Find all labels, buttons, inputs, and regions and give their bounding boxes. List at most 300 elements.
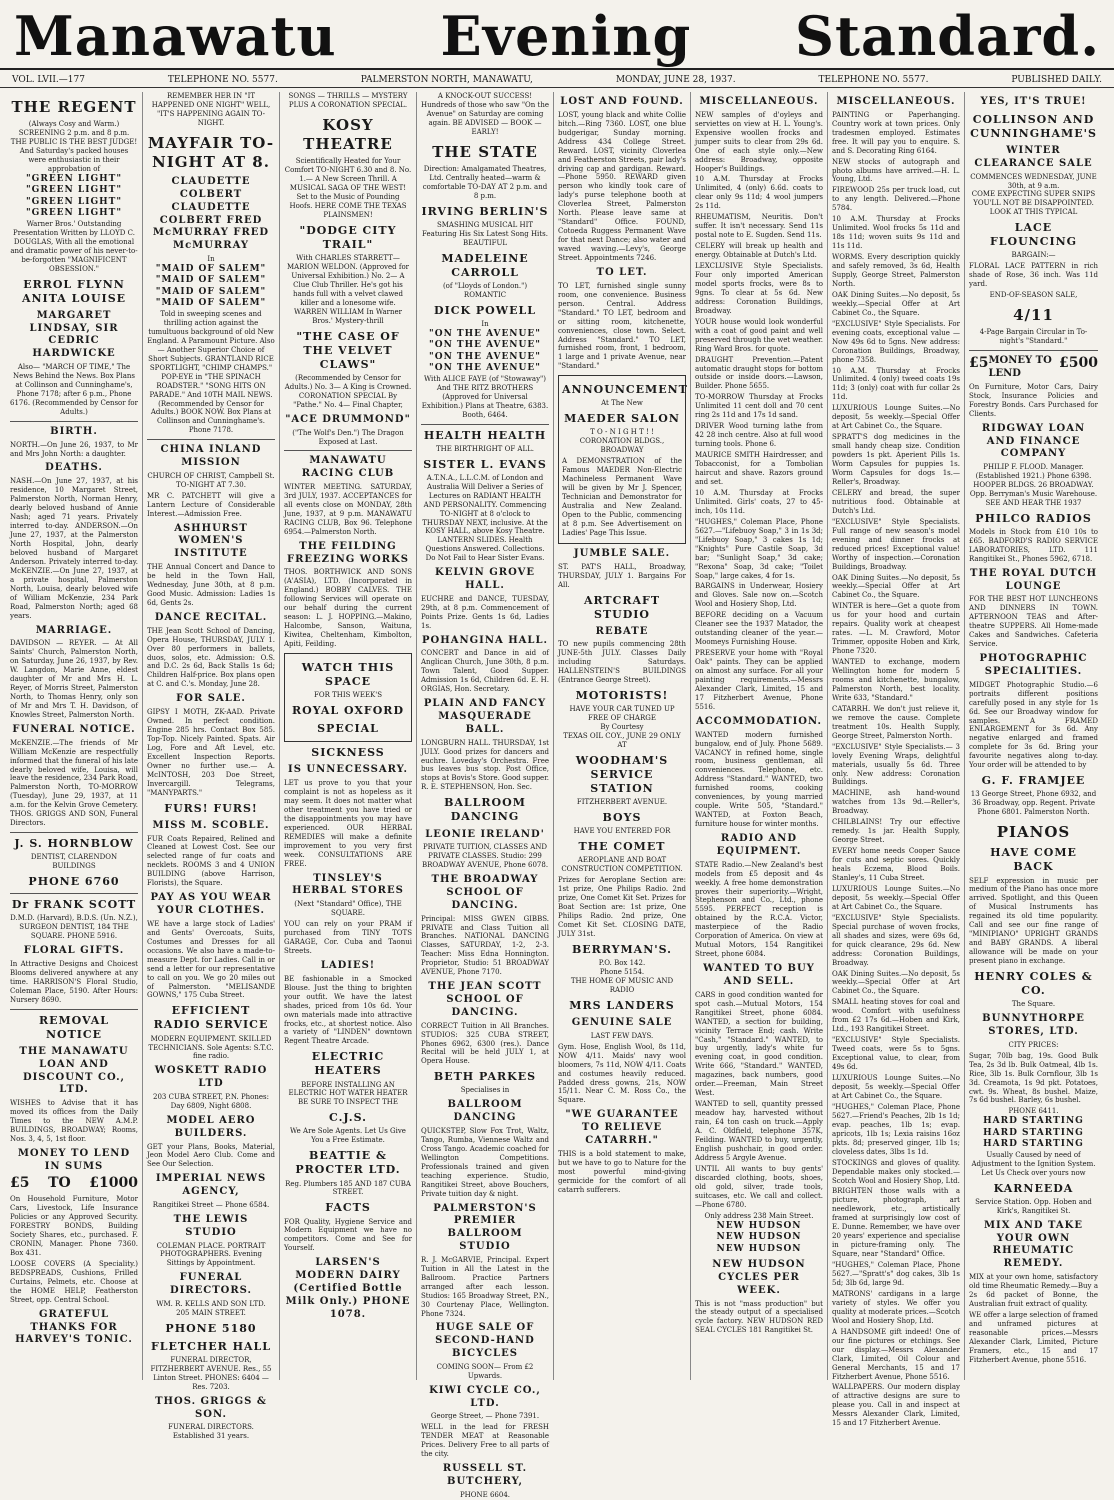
butchery-heading: RUSSELL ST. BUTCHERY, [442, 1463, 528, 1487]
divider [10, 1009, 138, 1010]
misc-item: LUXURIOUS Lounge Suites.—No deposit, 5s weekly.—Special Offer at Art Cabinet Co., the Square. [832, 884, 960, 911]
landers-text: Gym. Hose, English Wool, 8s 11d, NOW 4/11. Maids' navy wool bloomers, 7s 11d, NOW 4/11. Coats and costumes heavily reduced. Padded dress gowns, 21s, NOW 15/11. Near C. M. Ross Co., the Square. [558, 1042, 686, 1105]
wanted-text: CARS in good condition wanted for spot cash.—Mutual Motors, 154 Rangitikei Street, phone 6084. WANTED, a section for building, vicinity Terrace End; cash. Write "Cash," "Standard." WANTED, to buy urgently, lady's white fur evening coat, in good condition. Write 666, "Standard." WANTED, magazines, back numbers, good order.—Freeman, Main Street West. [695, 990, 823, 1098]
health-sub: THE BIRTHRIGHT OF ALL. [436, 444, 534, 453]
artcraft-rebate: REBATE [595, 625, 649, 637]
electric-heading: ELECTRIC HEATERS [311, 1050, 385, 1078]
on-the-avenue-4: "ON THE AVENUE" [429, 363, 541, 374]
pictures-text: WE offer a large selection of framed and unframed pictures at reasonable prices.—Messrs Alexander Clark, Limited, Picture Framers, etc., 15 and 17 Fitzherbert Avenue, phone 5516. [969, 1310, 1098, 1364]
dick-powell: DICK POWELL [434, 303, 536, 317]
pay-text: WE have a large stock of Ladies' and Gents' Overcoats, Suits, Costumes and Dresses for all occasions. We also have a made-to-measure Dept. for Ladies. Call in or send a letter for our representative to call on you. We go 20 miles out of Palmerston. "MELISANDE GOWNS," 175 Cuba Street. [147, 919, 275, 1000]
ridgway-text: PHILIP F. FLOOD. Manager. (Established 1921.) Phone 6398. HOOPER BLDGS. 26 BROADWAY. Opp. Berryman's Music Warehouse. [969, 463, 1098, 498]
state-in: In [481, 319, 489, 328]
fletcher-text: FUNERAL DIRECTOR, FITZHERBERT AVENUE. Res., 55 Linton Street. PHONES: 6404 — Res. 7203. [150, 1356, 272, 1391]
hard-starting-2: HARD STARTING [983, 1127, 1084, 1138]
misc-item: "EXCLUSIVE" Style Specialists. Tweed coats, were 5s to 5gns. Exceptional value, to clear, from 49s 6d. [832, 1036, 960, 1072]
end-season: END-OF-SEASON SALE, [989, 291, 1078, 300]
catarrh-heading: "WE GUARANTEE TO RELIEVE CATARRH." [565, 1109, 679, 1146]
money-text: On Furniture, Motor Cars, Dairy Stock, Insurance Policies and Forestry Bonds. Cars Purchased for Clients. [969, 382, 1098, 418]
coles-address: The Square. [1011, 1000, 1056, 1009]
floral-text: In Attractive Designs and Choicest Blooms delivered anywhere at any time. HARRISON'S Floral Studio, Coleman Place, 5190. After Hours: Nursery 8690. [10, 960, 138, 1004]
state-heading: THE STATE [432, 142, 538, 161]
mayfair-stars: CLAUDETTE COLBERT CLAUDETTE COLBERT FRED McMURRAY FRED McMURRAY [152, 176, 270, 252]
column-2 [143, 92, 280, 1441]
on-the-avenue-2: "ON THE AVENUE" [429, 340, 541, 351]
announcement-place: CORONATION BLDGS., BROADWAY [579, 437, 665, 455]
masthead-word-3: Standard. [795, 4, 1100, 68]
scott-name: Dr FRANK SCOTT [11, 898, 137, 912]
ballroom-heading: BALLROOM DANCING [444, 796, 526, 824]
misc-item: WANTED to exchange, modern Wellington home for modern 5 rooms and kitchenette, bungalow, Palmerston North, best locality. Write 633, "Standard." [832, 658, 960, 702]
kells-address: 205 MAIN STREET. [176, 1308, 246, 1317]
column-7 [828, 92, 965, 1428]
removal-heading: REMOVAL NOTICE [38, 1013, 110, 1041]
new-hudson-2: NEW HUDSON [716, 1232, 802, 1243]
green-light-2: "GREEN LIGHT" [25, 185, 123, 196]
loose-covers-text: LOOSE COVERS (A Speciality.) BEDSPREADS, Cushions, Frilled Curtains, Pelmets, etc. Choose at the HOME HELP, Featherston Street, opp. Central School. [10, 1260, 138, 1304]
imperial-text: Rangitikei Street — Phone 6584. [152, 1200, 270, 1209]
marriage-heading: MARRIAGE. [35, 624, 113, 636]
bicycles-text: COMING SOON— From £2 Upwards. [436, 1362, 534, 1380]
masthead [0, 4, 1114, 70]
preserve-text: PRESERVE your home with "Royal Oak" paints. They can be applied on almost any surface. For all your painting requirements.—Messrs Alexander Clark, Limited, 15 and 17 Fitzherbert Avenue, Phone 5516. [695, 649, 823, 711]
china-heading: CHINA INLAND MISSION [160, 444, 262, 469]
catarrh-text: THIS is a bold statement to make, but we have to go to Nature for the most powerful mind-giving germicide for the comfort of all catarrh sufferers. [558, 1149, 686, 1194]
pianos-heading: PIANOS [996, 823, 1071, 842]
matrons-text: MATRONS' cardigans in a large variety of styles. We offer you quality at moderate prices.—Scotch Wool and Hosiery Shop, Ltd. [832, 1289, 960, 1325]
misc-item: "HUGHES," Coleman Place, Phone 5627.—Friend's Peaches, 2lb 1s 1d; evap. peaches, 1lb 1s; evap. apricots, 1lb 1s; Lexia raisins 16oz pkts. 8d; preserved ginger, 1lb 1s; cloveless dates, 3lbs 1s 1d. [832, 1102, 960, 1156]
pay-heading: PAY AS YOU WEAR YOUR CLOTHES. [150, 892, 272, 917]
model-heading: MODEL AERO BUILDERS. [166, 1114, 256, 1139]
ashhurst-heading: ASHHURST WOMEN'S INSTITUTE [174, 522, 248, 560]
column-1 [6, 92, 143, 1380]
broadway-text: Principal: MISS GWEN GIBBS. PRIVATE and Class Tuition all Branches. NATIONAL DANCING Classes, SATURDAY, 1-2, 2-3. Teacher: Miss Edna Honnington. Proprietor, Studio: 51 BROADWAY AVENUE, Phone 7170. [421, 914, 549, 977]
lace-text: FLORAL LACE PATTERN in rich shade of Rose, 36 inch. Was 11d yard. [969, 262, 1098, 289]
columns [6, 92, 1108, 1499]
announcement-heading: ANNOUNCEMENT [562, 383, 688, 397]
griggs-heading: THOS. GRIGGS & SON. [155, 1395, 267, 1420]
published: PUBLISHED DAILY. [1011, 74, 1102, 85]
regent-costars: MARGARET LINDSAY, SIR CEDRIC HARDWICKE [29, 309, 119, 360]
landers-heading: MRS LANDERS [569, 998, 675, 1012]
hornblow-address: DENTIST, CLARENDON BUILDINGS [30, 853, 118, 871]
racing-heading: MANAWATU RACING CLUB [301, 455, 395, 480]
funeral-text: McKENZIE.—The friends of Mr William McKenzie are respectfully informed that the funeral of his late dearly beloved wife, Louisa, will leave the residence, 234 Park Road, Palmerston North, TO-MORROW (Tuesday), June 29, 1937, at 11 a.m. for the Kelvin Grove Cemetery. THOS. GRIGGS AND SON, Funeral Directors. [10, 738, 138, 828]
misc-item: CHILBLAINS! Try our effective remedy. 1s jar. Health Supply, George Street. [832, 818, 960, 845]
wallpapers-text: WALLPAPERS. Our modern display of attractive designs are sure to please you. Call in and inspect at Messrs Alexander Clark, Limited, 15 and 17 Fitzherbert Avenue. [832, 1383, 960, 1428]
fletcher-heading: FLETCHER HALL [150, 1339, 271, 1353]
bunnythorpe-sub: CITY PRICES: [1008, 1040, 1059, 1049]
misc-item: RHEUMATISM, Neuritis. Don't suffer. It isn't necessary. Send 11s postal note to E. Sugden. Send 11s. [695, 213, 823, 240]
hard-starting-text: Usually Caused by need of Adjustment to the Ignition System. Let Us Check over yours now [971, 1150, 1096, 1177]
misc-item: SMALL heating stoves for coal and wood. Comfort with usefulness from £2 17s 6d.—Hoben and Kirk, Ltd., 193 Rangitikei Street. [832, 998, 960, 1034]
lost-found-text: LOST, young black and white Collie bitch.—Ring 7360. LOST, one blue budgerigar, Sunday morning. Address 434 College Street. Reward. LOST, vicinity Cloverlea and Featherston Streets, pair lady's driving cap and gardigan. Reward.—Phone 5950. REWARD given person who kindly took care of lady's purse telephone booth at Cloverlea Street, Palmerston North. Please leave same at "Standard" Office. FOUND, Cotoeda Ruggess Permanent Wave for that next Dance; also water and waved waving.—Levy's, George Street. Appointments 7246. [558, 110, 686, 263]
patchett-text: MR C. PATCHETT will give a Lantern Lecture of Considerable Interest.—Admission Free. [147, 491, 275, 518]
misc-item: NEW samples of d'oyleys and serviettes on view at H. L. Young's. Expensive woollen frocks and jumper suits to clear from 29s 6d. One of each style only.—New address: Broadway, opposite Hooper's Buildings. [695, 110, 823, 173]
misc-item: "EXCLUSIVE" Style Specialists.— 3 lovely Evening Wraps, delightful materials, usually 5s 6d. Three only. New address: Coronation Buildings. [832, 742, 960, 787]
wanted-text-2: WANTED to sell, quantity pressed meadow hay, harvested without rain, £4 ton cash on truck.—Apply A. C. Oldfield, telephone 357K, Feilding. WANTED to buy, urgently, English pushchair, in good order. Address 5 Argyle Avenue. [695, 1100, 823, 1162]
comet-sub: AEROPLANE AND BOAT CONSTRUCTION COMPETITION. [561, 856, 683, 874]
marriage-text: DAVIDSON — REYER. — At All Saints' Church, Palmerston North, on Saturday, June 26, 1937, by Rev. W. Langdon, Marie Anne, eldest daughter of Mr and Mrs H. L. Reyer, of Morris Street, Palmerston North, to Thomas Henry, only son of Mr and Mrs T. H. Davidson, of Knowles Street, Palmerston North. [10, 639, 138, 719]
irving-berlin: IRVING BERLIN'S [421, 204, 549, 218]
pianos-sub: HAVE COME BACK [990, 846, 1077, 874]
green-light-1: "GREEN LIGHT" [25, 173, 123, 184]
regent-heading: THE REGENT [11, 98, 137, 116]
date: MONDAY, JUNE 28, 1937. [615, 74, 736, 85]
volume: VOL. LVII.—177 [12, 74, 85, 85]
misc-heading: MISCELLANEOUS. [699, 96, 819, 107]
state-text-3: (of "Lloyds of London.") ROMANTIC [442, 281, 528, 299]
jean-scott-text: CORRECT Tuition in All Branches. STUDIOS: 325 CUBA STREET, Phones 6962, 6300 (res.). Dance Recital will be held JULY 1, at Opera House. [421, 1021, 549, 1066]
ace-drummond-title: "ACE DRUMMOND" [285, 413, 411, 425]
kosy-heading: KOSY THEATRE [303, 115, 393, 154]
maid-of-salem-2: "MAID OF SALEM" [155, 275, 267, 286]
announcement-at: At The New [601, 399, 643, 408]
beattie-heading: BEATTIE & PROCTER LTD. [295, 1149, 401, 1177]
sister-evans: SISTER L. EVANS [423, 457, 547, 471]
karneeda-text: Service Station. Opp. Hoben and Kirk's, Rangitikei St. [975, 1197, 1092, 1215]
boys-heading: BOYS [602, 811, 642, 825]
column-8 [965, 92, 1102, 1380]
column-3 [280, 92, 417, 1380]
deaths-heading: DEATHS. [45, 462, 103, 474]
place: PALMERSTON NORTH, MANAWATU, [360, 74, 533, 85]
regent-text: (Always Cosy and Warm.) SCREENING 2 p.m. and 8 p.m. THE PUBLIC IS THE BEST JUDGE! And Saturday's packed houses were enthusiastic in their approbation of [10, 120, 138, 173]
larsen-heading: LARSEN'S MODERN DAIRY (Certified Bottle Milk Only.) PHONE 1078. [285, 1257, 411, 1320]
broadway-heading: THE BROADWAY SCHOOL OF DANCING. [431, 874, 539, 911]
on-the-avenue-1: "ON THE AVENUE" [429, 328, 541, 339]
regent-text-3: Also— "MARCH OF TIME," The News Behind the News. Box Plans at Collinson and Cunninghame's, Phone 7178; after 6 p.m., Phone 6176. (Recommended by Censor for Adults.) [10, 363, 138, 416]
maid-of-salem-1: "MAID OF SALEM" [155, 263, 267, 274]
misc-item: FIREWOOD 25s per truck load, cut to any length. Delivered.—Phone 5784. [832, 186, 960, 213]
karneeda-heading: KARNEEDA [993, 1181, 1074, 1195]
misc-item: 10 A.M. Thursday at Frocks Unlimited, 4 (only) 6.6d. coats to clear only 9s 11d; 4 wool jumpers 2s 11d. [695, 175, 823, 211]
motorists-3: By Courtesy [600, 723, 644, 732]
removal-company: THE MANAWATU LOAN AND DISCOUNT CO., LTD. [19, 1045, 129, 1096]
philco-heading: PHILCO RADIOS [975, 511, 1092, 525]
bunnythorpe-prices: Sugar, 70lb bag, 19s. Good Bulk Tea, 2s 3d lb. Bulk Oatmeal, 4lb 1s. Rice, 3lb 1s. Bulk Cornflour, 3lb 1s 3d. Creamota, 1s 9d pkt. Potatoes, cwt. 9s. Wheat, 8s bushel. Maize, 7s 6d bushel. Barley, 6s bushel. [969, 1051, 1098, 1105]
money-heading: MONEY TO LEND [988, 355, 1052, 380]
bunnythorpe-heading: BUNNYTHORPE STORES, LTD. [982, 1013, 1085, 1037]
misc-item: SPRATT'S dog medicines in the small handy cheap size. Condition powders 1s pkt. Aperient Pills 1s. Worm Capsules for puppies 1s. Worm Capsules for dogs 1s.—Reller's, Broadway. [832, 433, 960, 486]
stockings-text: STOCKINGS and gloves of quality. Dependable makes only stocked.—Scotch Wool and Hosiery Shop, Ltd. [832, 1158, 960, 1185]
hughes-text: "HUGHES," Coleman Place, Phone 5627.—"Spratt's" dog cakes, 3lb 1s 5d; 3lb 6d, large 9d. [832, 1261, 960, 1287]
announcement-text: A DEMONSTRATION of the Famous MAEDER Non-Electric Machineless Permanent Wave will be given by Mr J. Spencer, Technician and Demonstrator for Australia and New Zealand. Open to the Public, commencing at 8 p.m. See Advertisement on Ladies' Page This Issue. [562, 457, 682, 537]
maeder-salon: MAEDER SALON [564, 412, 680, 426]
money-max: £500 [1059, 355, 1098, 372]
beattie-text: Reg. Plumbers 185 AND 187 CUBA STREET. [285, 1179, 411, 1197]
green-light-4: "GREEN LIGHT" [25, 208, 123, 219]
motorists-4: TEXAS OIL COY., JUNE 29 ONLY [563, 732, 681, 741]
hornblow-phone: PHONE 6760 [28, 875, 120, 889]
funeral-directors-heading: FUNERAL DIRECTORS. [169, 1272, 253, 1297]
misc-item: WORMS. Every description quickly and safely removed, 3s 6d, Health Supply, George Street, Palmerston North. [832, 253, 960, 288]
clearance-tagline: COME EXPECTING SUPER SNIPS YOU'LL NOT BE DISAPPOINTED. [971, 190, 1096, 208]
column-5 [554, 92, 691, 1380]
photographic-text: MIDGET Photographic Studio.—6 portraits different positions carefully posed in any style for 1s 6d. See our Broadway window for samples. A FRAMED ENLARGEMENT for 3s 6d. Any negative enlarged and framed complete for 3s 6d. Bring your favourite negatives along to-day. Your order will be attended to by [969, 680, 1098, 770]
imperial-heading: IMPERIAL NEWS AGENCY, [155, 1173, 267, 1198]
column-4 [417, 92, 554, 1499]
kosy-text-4: ("The Wolf's Den.") The Dragon Exposed at Last. [292, 428, 404, 446]
funeral-heading: FUNERAL NOTICE. [12, 723, 136, 735]
royal-oxford: ROYAL OXFORD [292, 704, 404, 718]
telephone: TELEPHONE NO. 5577. [167, 74, 278, 85]
electric-text-2: We Are Sole Agents. Let Us Give You a Free Estimate. [290, 1127, 406, 1145]
floral-heading: FLORAL GIFTS. [23, 945, 125, 957]
misc-item: YOUR house would look wonderful with a coat of good paint and well preserved through the wet weather. Ring Ward Bros. for quote. [695, 317, 823, 353]
jumble-heading: JUMBLE SALE. [573, 547, 671, 559]
new-hudson-1: NEW HUDSON [716, 1220, 802, 1231]
royal-dutch-heading: THE ROYAL DUTCH LOUNGE [969, 567, 1098, 592]
sickness-sub: IS UNNECESSARY. [288, 764, 408, 776]
mayfair-intro: REMEMBER HER IN "IT HAPPENED ONE NIGHT" WELL, "IT'S HAPPENING AGAIN TO-NIGHT. [151, 92, 271, 127]
framjee-text: 13 George Street, Phone 6932, and 36 Broadway, opp. Regent. Private Phone 6801. Palmerston North. [970, 790, 1097, 817]
divider [10, 832, 138, 833]
watch-week: FOR THIS WEEK'S [313, 691, 382, 700]
sale-text: GIPSY I MOTH, ZK-AAD. Private Owned. In perfect condition. Engine 285 hrs. Contact Box 585. Top-Top. Nicely Painted. Spats. Air Log, Fore and Aft Level, etc. Excellent Inspection Reports. Owner no further use.— A. McINTOSH, 203 Doe Street, Invercargill. Telegrams, "MANYPARTS." [147, 708, 275, 797]
berryman-phone: Phone 5154. [599, 968, 645, 976]
ladies-text: BE fashionable in a Smocked Blouse. Just the thing to brighten your outfit. We have the latest shades, priced from 10s 6d. Your own materials made into attractive frocks, etc., at shortest notice. Also a variety of "LINDEN" downtown Regent Theatre Arcade. [284, 974, 412, 1046]
beth-sub: Specialises in [460, 1086, 510, 1095]
misc-item: CELERY and bread, the super nutritious food. Obtainable at Dutch's Ltd. [832, 488, 960, 515]
telephone-2: TELEPHONE NO. 5577. [818, 74, 929, 85]
madeleine-carroll: MADELEINE CARROLL [441, 251, 529, 279]
divider [421, 424, 549, 425]
health-text: A.T.N.A., L.L.C.M. of London and Australia Will Deliver a Series of Lectures on RADIANT HEALTH AND PERSONALITY. Commencing TO-NIGHT at 8 o'clock to THURSDAY NEXT, inclusive. At the KOSY HALL, above Kosy Theatre. LANTERN SLIDES. Health Questions Answered. Collections. Do Not Fail to Hear Sister Evans. [422, 473, 548, 563]
ladies-heading: LADIES! [320, 959, 376, 971]
berryman-box: P.O. Box 142. [598, 959, 646, 968]
facts-heading: FACTS [325, 1201, 371, 1215]
misc-item: MAURICE SMITH Hairdresser, and Tobacconist, for a Tombolian haircut and shave. Razors ground and set. [695, 451, 823, 486]
misc-item: "EXCLUSIVE" Style Specialists. Full range of new season's model evening and dinner frocks at reduced prices! Exceptional value! Worthy of inspection.—Coronation Buildings, Broadway. [832, 517, 960, 571]
clearance-heading: WINTER CLEARANCE SALE [974, 144, 1093, 169]
sale-heading: FOR SALE. [176, 693, 246, 705]
state-text-4: With ALICE FAYE (of "Stowaway") And THE RITZ BROTHERS (Approved for Universal Exhibition.) Plans at Theatre, 6383. Booth, 6464. [421, 374, 549, 419]
beth-text: QUICKSTEP, Slow Fox Trot, Waltz, Tango, Rumba, Viennese Waltz and Cross Tango. Academic coached for Wellington Competitions. Professionals trained and given teaching experience. Studio, Rangitikei Street, above Bouchers, Private tuition day & night. [421, 1127, 549, 1198]
lewis-heading: THE LEWIS STUDIO [173, 1213, 249, 1238]
lend-heading: MONEY TO LEND IN SUMS [17, 1147, 131, 1172]
racing-text: WINTER MEETING. SATURDAY, 3rd JULY, 1937. ACCEPTANCES for all events close on MONDAY, 28th June, 1937, at 9 p.m. MANAWATU RACING CLUB, Box 96. Telephone 6954.—Palmerston North. [284, 483, 412, 536]
clearance-date: COMMENCES WEDNESDAY, JUNE 30th, at 9 a.m. [970, 172, 1097, 190]
comet-heading: THE COMET [578, 840, 666, 854]
births-heading: BIRTH. [50, 425, 98, 437]
philco-text: Models in Stock from £10 10s to £65. BADFORD'S RADIO SERVICE LABORATORIES, LTD. 111 Rangitikei St., Phones 5962, 6718. [969, 527, 1098, 563]
radio-text: MODERN EQUIPMENT. SKILLED TECHNICIANS. Sole Agents: S.T.C. fine radio. [148, 1034, 274, 1061]
comet-text: Prizes for Aeroplane Section are: 1st prize, One Philips Radio. 2nd prize, One Comet Kit Set. Prizes for Boat Section are: 1st prize, One Philips Radio. 2nd prize, One Comet Kit Set. CLOSING DATE, JULY 31st. [558, 876, 686, 939]
misc-item: 10 A.M. Thursday at Frocks Unlimited. Girls' coats, 27 to 45-inch, 10s 11d. [695, 488, 823, 515]
divider [284, 450, 412, 451]
ballroom-name: LEONIE IRELAND' [425, 828, 545, 840]
to-let-text: TO LET, furnished single sunny room, one convenience. Business person. Central. Address "Standard." TO LET, bedroom and or sitting room, kitchenette, conveniences, close town. Select. Address "Standard." TO LET, furnished room, front, 1 bedroom, 1 large and 1 private Avenue, near "Standard." [558, 281, 686, 371]
artcraft-text: TO new pupils commencing 28th JUNE-5th JULY. Classes Daily including Saturdays. HALLENSTEIN'S BUILDINGS (Entrance George Street). [558, 640, 686, 685]
new-hudson-text: This is not "mass production" but the steady output of a specialised cycle factory. NEW HUDSON RED SEAL CYCLES 181 Rangitikei St. [695, 1299, 823, 1335]
misc-item: OAK Dining Suites.—No deposit, 5s weekly.—Special Offer at Art Cabinet Co., the Square. [832, 969, 960, 996]
woodham-heading: WOODHAM'S SERVICE STATION [575, 754, 669, 796]
kells-name: WM. R. KELLS AND SON LTD. [156, 1299, 266, 1308]
misc-item: OAK Dining Suites.—No deposit, 5s weekly.—Special Offer at Art Cabinet Co., the Square. [832, 573, 960, 600]
coles-heading: HENRY COLES & CO. [974, 970, 1093, 998]
kiwi-heading: KIWI CYCLE CO., LTD. [429, 1384, 541, 1409]
mix-heading: MIX AND TAKE YOUR OWN RHEUMATIC REMEDY. [983, 1219, 1083, 1270]
misc-item: CATARRH. We don't just relieve it, we remove the cause. Complete treatment 10s. Health Supply, George Street, Palmerston North. [832, 704, 960, 740]
hard-starting-1: HARD STARTING [983, 1116, 1084, 1127]
misc-item: LUXURIOUS Lounge Suites.—No deposit, 5s weekly.—Special Offer at Art Cabinet Co., the Square. [832, 404, 960, 431]
new-hudson-sub: NEW HUDSON CYCLES PER WEEK. [712, 1259, 806, 1296]
boys-sub: HAVE YOU ENTERED FOR [573, 827, 671, 836]
pram-text: YOU can rely on your PRAM if purchased from TINY TOTS GARAGE, Cor. Cuba and Taonui Streets. [284, 920, 412, 955]
regent-stars: ERROL FLYNN ANITA LOUISE [21, 277, 127, 305]
feilding-heading: THE FEILDING FREEZING WORKS [287, 540, 409, 565]
divider [147, 439, 275, 440]
motorists-heading: MOTORISTS! [575, 689, 669, 703]
misc-item: LEXCLUSIVE Style Specialists. Four only imported American model sports frocks, were 8s to 9gns. To clear at 5s 6d. New address: Coronation Buildings, Broadway. [695, 262, 823, 315]
lend-min: £5 [10, 1175, 30, 1192]
folio-line [0, 72, 1114, 88]
hornblow-name: J. S. HORNBLOW [14, 837, 134, 851]
accommodation-heading: ACCOMMODATION. [696, 715, 822, 727]
pohangina-text: CONCERT and Dance in aid of Anglican Church, June 30th, 8 p.m. Town Talent, Good Supper. Admission 1s 6d, Children 6d. E. H. ORGIAS, Hon. Secretary. [421, 649, 549, 694]
meat-text: WELL in the lead for FRESH TENDER MEAT at Reasonable Prices. Delivery Free to all parts of the city. [421, 1423, 549, 1459]
divider [969, 350, 1098, 351]
until-address: Only address 238 Main Street. [704, 1211, 814, 1220]
vacuum-text: BEFORE deciding on a Vacuum Cleaner see the 1937 Matador, the outstanding cleaner of the year.— Moomeys Furnishing House. [695, 611, 823, 647]
divider [10, 421, 138, 422]
scoble-heading: MISS M. SCOBLE. [152, 819, 270, 831]
misc-item: MACHINE, ash hand-wound watches from 13s 9d.—Reller's, Broadway. [832, 789, 960, 816]
misc-item: EVERY home needs Cooper Sauce for cuts and septic sores. Quickly heals Eczema, Blood Boils. Stanley's, 11 Cuba Street. [832, 847, 960, 882]
masquerade-text: LONGBURN HALL. THURSDAY, 1st JULY. Good prizes for dancers and euchre. Loveday's Orchestra. Free bus leaves bus stop. Post Office, stops at Bovis's Store. Good supper. R. E. STEPHENSON, Hon. Sec. [421, 738, 549, 792]
bargains-text: BARGAINS in Underwear, Hosiery and Gloves. Sale now on.—Scotch Wool and Hosiery Shop, Ltd. [695, 582, 823, 609]
lend-max: £1000 [89, 1175, 138, 1192]
woskett-heading: WOSKETT RADIO LTD [154, 1065, 268, 1090]
handsome-text: A HANDSOME gift indeed! One of our fine pictures or etchings. See our display.—Messrs Alexander Clark, Limited, Oil Colour and General Merchants, 15 and 17 Fitzherbert Avenue, Phone 5516. [832, 1327, 960, 1381]
kelvin-heading: KELVIN GROVE HALL. [435, 567, 535, 592]
ballroom-text: PRIVATE TUITION, CLASSES AND PRIVATE CLASSES. Studio: 299 BROADWAY AVENUE, Phone 6078. [421, 843, 549, 870]
sickness-heading: SICKNESS [311, 746, 385, 760]
money-min: £5 [969, 355, 989, 372]
lend-to: TO [48, 1175, 71, 1192]
radio-equipment-heading: RADIO AND EQUIPMENT. [716, 833, 802, 857]
furs-heading: FURS! FURS! [164, 801, 258, 815]
dodge-city-title: "DODGE CITY TRAIL" [299, 223, 397, 252]
misc-item: CELERY will break up health and energy. Obtainable at Dutch's Ltd. [695, 242, 823, 260]
furs-text: FUR Coats Repaired, Relined and Cleaned at Lowest Cost. See our selected range of fur coats and necklets. ROOMS 3 and 4 UNION BUILDING (above Harrison, Florists), the Square. [147, 834, 275, 888]
jumble-text: ST. PAT'S HALL, Broadway, THURSDAY, JULY 1. Bargains For All. [558, 562, 686, 589]
ashhurst-text: THE Annual Concert and Dance to be held in the Town Hall, Wednesday, June 30th, at 8 p.m. Good Music. Admission: Ladies 1s 6d, Gents 2s. [147, 563, 275, 607]
pianos-text: SELF expression in music per medium of the Piano has once more arrived. Spotlight, and this Queen of Musical Instruments has regained its old time popularity. Call and see our fine range of "MINIPIANO" UPRIGHT GRANDS and BABY GRANDS. A liberal allowance will be made on your present piano in exchange. [969, 876, 1098, 966]
artcraft-heading: ARTCRAFT STUDIO [583, 593, 661, 621]
china-text: CHURCH OF CHRIST, Campbell St. TO-NIGHT AT 7.30. [147, 471, 275, 489]
deaths-text: NASH.—On June 27, 1937, at his residence, 10 Margaret Street, Palmerston North, Norman Henry, dearly beloved husband of Annie Nash; aged 71 years. Privately interred to-day. ANDERSON.—On June 27, 1937, at the Palmerston North Hospital, John, dearly beloved husband of Margaret Anderson. Privately interred to-day. McKENZIE.—On June 27, 1937, at a private hospital, Palmerston North, Louisa, dearly beloved wife of William McKenzie, 234 Park Road, Palmerston North; aged 68 years. [10, 477, 138, 620]
maid-of-salem-3: "MAID OF SALEM" [155, 286, 267, 297]
misc-item: LUXURIOUS Lounge Suites.—No deposit, 5s weekly.—Special Offer at Art Cabinet Co., the Square. [832, 1074, 960, 1100]
regent-text-2: Warner Bros.' Outstanding Presentation Written by LLOYD C. DOUGLAS, With all the emotional and dramatic power of his never-to-be-forgotten "MAGNIFICENT OBSESSION." [10, 219, 138, 273]
accommodation-text: WANTED modern furnished bungalow, end of July. Phone 5689. VACANCY in refined home, single room, business gentleman, all conveniences. Telephone, etc. Address "Standard." WANTED, two furnished rooms, cooking conveniences, by young married couple. Write 505, "Standard." WANTED, at Foxton Beach, furniture house for winter months. [695, 730, 823, 829]
motorists-1: HAVE YOUR CAR TUNED UP [569, 705, 675, 714]
kiwi-text: George Street, — Phone 7391. [430, 1412, 540, 1421]
announcement-box [558, 375, 686, 544]
masthead-word-2: Evening [440, 4, 692, 68]
kells-phone: PHONE 5180 [165, 1321, 257, 1335]
kelvin-text: EUCHRE and DANCE, TUESDAY, 29th, at 8 p.m. Commencement of Points Prize. Gents 1s 6d, Ladies 1s. [421, 594, 549, 630]
velvet-claws-title: "THE CASE OF THE VELVET CLAWS" [296, 329, 400, 371]
misc-item: "EXCLUSIVE" Style Specialists. For evening coats, exceptional value —Now 49s 6d to 5gns. New address: Coronation Buildings, Broadway, phone 7358. [832, 319, 960, 364]
kosy-text-2: With CHARLES STARRETT—MARION WELDON. (Approved for Universal Exhibition.) No. 2— A Clue Club Thriller. He's got his hands full with a velvet clawed killer and a lonesome wife. WARREN WILLIAM In Warner Bros.' Mystery-thrill [286, 254, 410, 325]
kosy-text: Scientifically Heated for Your Comfort TO-NIGHT 6.30 and 8. No. 1.— A New Screen Thrill. A MUSICAL SAGA OF THE WEST! Set to the Music of Pounding Hoofs. HERE COME THE TEXAS PLAINSMEN! [284, 157, 412, 219]
state-text-2: SMASHING MUSICAL HIT Featuring His Six Latest Song Hits. BEAUTIFUL [422, 220, 548, 247]
royal-dutch-text: FOR THE BEST HOT LUNCHEONS AND DINNERS IN TOWN. AFTERNOON TEAS and After-theatre SUPPERS. All Home-made Cakes and Sandwiches. Cafeteria Service. [969, 595, 1098, 649]
misc-item: "HUGHES," Coleman Place, Phone 5627.—"Lifebuoy Soap," 3 in 1s 3d; "Lifebuoy Soap," 3 cakes 1s 1d; "Knights" Pure Castile Soap, 3d bar; "Sunlight Soap," 3d cake; "Rexona" Soap, 3d cake; "Toilet Soap," large cakes, 4 for 1s. [695, 517, 823, 580]
state-text: Direction: Amalgamated Theatres, Ltd. Centrally heated—warm & comfortable TO-DAY AT 2 p.m. and 8 p.m. [422, 164, 548, 200]
misc-item: PAINTING or Paperhanging. Country work at town prices. Only tradesmen employed. Estimates free. It will pay you to enquire. S. and S. Decorating Ring 6164. [832, 110, 960, 155]
misc-heading-2: MISCELLANEOUS. [836, 96, 956, 107]
cjs-heading: C.J.S. [329, 1111, 367, 1125]
money-range [969, 355, 1098, 381]
misc-item: NEW stocks of autograph and photo albums have arrived.—H. L. Young, Ltd. [832, 157, 960, 184]
look-text: LOOK AT THIS TYPICAL [989, 208, 1078, 217]
watch-box [284, 653, 412, 742]
facts-text: FOR Quality, Hygiene Service and Modern Equipment we have no competitors. Come and See for Yourself. [284, 1217, 412, 1253]
state-intro: A KNOCK-OUT SUCCESS! Hundreds of those who saw "On the Avenue" on Saturday are coming again. BE ADVISED — BOOK — EARLY! [421, 92, 549, 136]
mix-text: MIX at your own home, satisfactory old time Rheumatic Remedy.—Buy a 2s 6d packet of Bonne, the Australian fruit extract of quality. [969, 1272, 1098, 1308]
tinsley-text: (Next "Standard" Office), THE SQUARE. [294, 900, 402, 918]
to-let-heading: TO LET. [596, 267, 648, 278]
premier-text: R. J. McGARVIE, Principal. Expert Tuition in All the Latest in the Ballroom. Practice Partners arranged after each lesson. Studios: 165 Broadway Street, P.N., 30 Courtenay Place, Wellington. Phone 7324. [421, 1255, 549, 1318]
bicycles-heading: HUGE SALE OF SECOND-HAND BICYCLES [435, 1322, 535, 1360]
feilding-text: THOS. BORTHWICK AND SONS (A'ASIA), LTD. (Incorporated in England.) BOBBY CALVES. THE following Services will operate on our behalf during the current season: L. J. HOPPING.—Makino, Halcombe, Sanson, Waituna, Kiwitea, Cheltenham, Kimbolton, Apiti, Feilding. [284, 568, 412, 649]
berryman-heading: BERRYMAN'S. [572, 942, 672, 956]
collinson-heading: COLLINSON AND CUNNINGHAME'S [970, 112, 1097, 140]
kosy-intro: SONGS — THRILLS — MYSTERY PLUS A CORONATION SPECIAL. [288, 92, 408, 109]
griggs-text: FUNERAL DIRECTORS. Established 31 years. [168, 1423, 254, 1441]
watch-heading: WATCH THIS SPACE [301, 660, 395, 689]
berryman-tagline: THE HOME OF MUSIC AND RADIO [570, 976, 674, 994]
mayfair-in: In [207, 254, 215, 263]
philco-intro: SEE AND HEAR THE 1937 [985, 498, 1082, 507]
misc-item: TO-MORROW Thursday at Frocks Unlimited 11 cent doll and 70 cent ring 2s 11d and 17s 1d sand. [695, 393, 823, 420]
pohangina-heading: POHANGINA HALL. [422, 634, 548, 646]
dance-heading: DANCE RECITAL. [154, 611, 268, 623]
jean-scott-heading: THE JEAN SCOTT SCHOOL OF DANCING. [428, 981, 542, 1018]
ridgway-heading: RIDGWAY LOAN AND FINANCE COMPANY [981, 422, 1086, 460]
motorists-5: AT [617, 741, 627, 750]
divider [10, 893, 138, 894]
wanted-heading: WANTED TO BUY AND SELL. [703, 963, 815, 987]
new-hudson-3: NEW HUDSON [716, 1243, 802, 1254]
column-6 [691, 92, 828, 1380]
landers-days: LAST FEW DAYS. [590, 1031, 654, 1040]
until-text: UNTIL All wants to buy gents' discarded clothing, boots, shoes, old gold, silver, trade tools, suitcases, etc. We call and collect.—Phone 6780. [695, 1164, 823, 1209]
misc-item: OAK Dining Suites.—No deposit, 5s weekly.—Special Offer at Art Cabinet Co., the Square. [832, 290, 960, 317]
misc-item: "EXCLUSIVE" Style Specialists. Special purchase of woven frocks, all shades and sizes, were 69s 6d, for quick clearance, 29s 6d. New address: Coronation Buildings, Broadway. [832, 913, 960, 967]
woodham-address: FITZHERBERT AVENUE. [576, 798, 668, 807]
circular-text: 4-Page Bargain Circular in To-night's "Standard." [979, 328, 1088, 346]
model-text: GET your Plans, Books, Material, Jeon Model Aero Club. Come and See Our Selection. [147, 1142, 275, 1169]
hard-starting-3: HARD STARTING [983, 1139, 1084, 1150]
radio-heading: EFFICIENT RADIO SERVICE [153, 1004, 269, 1032]
births-text: NORTH.—On June 26, 1937, to Mr and Mrs John North: a daughter. [10, 440, 138, 458]
thanks-heading: GRATEFUL THANKS FOR HARVEY'S TONIC. [15, 1308, 133, 1346]
kosy-text-3: (Recommended by Censor for Adults.) No. 3— A King is Crowned. CORONATION SPECIAL By "Pathe." No. 4— Final Chapter, [284, 373, 412, 409]
misc-item: DRAUGHT Prevention.—Patent automatic draught stops for bottom outside or inside doors.—Lawson, Builder. Phone 5655. [695, 355, 823, 391]
beth-ballroom: BALLROOM DANCING [447, 1099, 523, 1124]
misc-item: 10 A.M. Thursday at Frocks Unlimited. 4 (only) tweed coats 19s 11d; 3 (only) coat with fur collar 2s 11d. [832, 366, 960, 402]
dance-text: THE Jean Scott School of Dancing, Opera House, THURSDAY, JULY 1. Over 80 performers in ballets, duos, solos, etc. Admission: O.S. and D.C. 2s 6d, Back Stalls 1s 6d; Children Half-price. Box plans open at C. and C.'s. Monday, June 28. [147, 626, 275, 689]
misc-item: 10 A.M. Thursday at Frocks Unlimited. Wool frocks 5s 11d and 18s 11d; woven suits 9s 11d and 11s 11d. [832, 215, 960, 251]
misc-item: DRIVER Wood turning lathe from 42 28 inch centre. Also at full wood turning tools. Phone 6. [695, 422, 823, 449]
lend-range [10, 1175, 138, 1193]
announcement-tonight: T O - N I G H T ! ! [590, 428, 654, 437]
